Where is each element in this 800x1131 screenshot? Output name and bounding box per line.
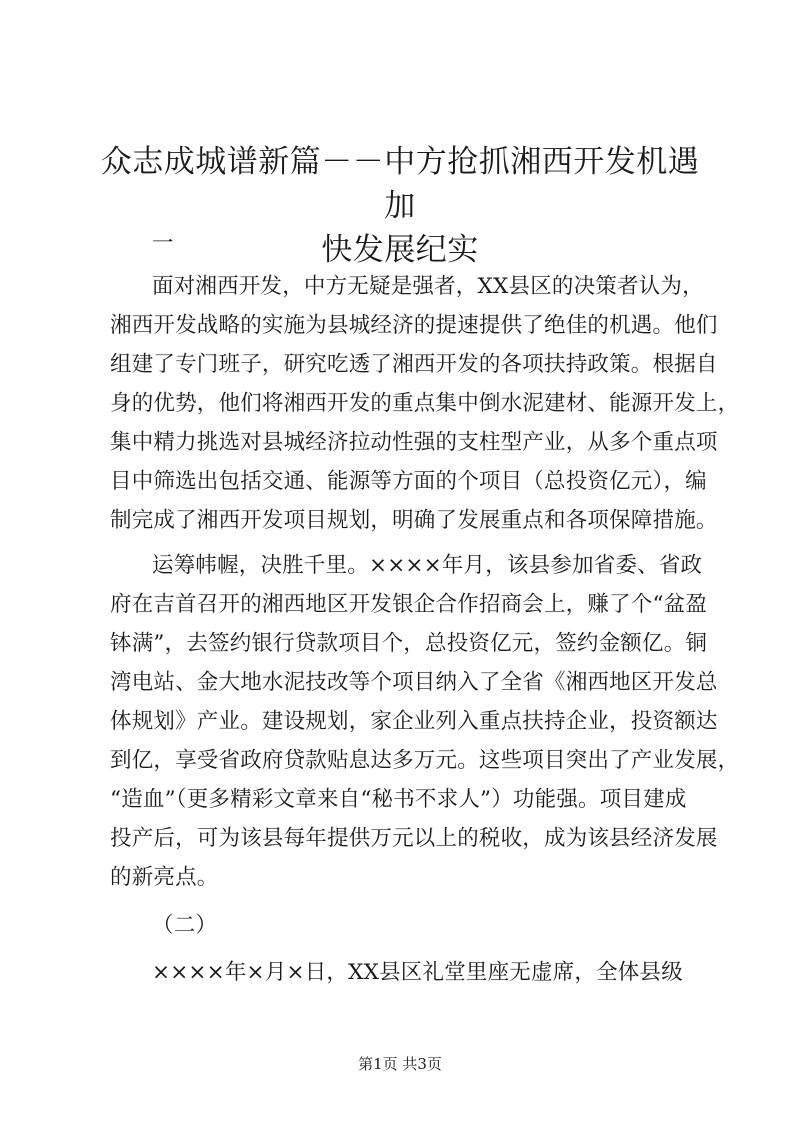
body-line: 运筹帏幄，决胜千里。××××年月，该县参加省委、省政 — [152, 553, 703, 578]
body-line: 身的优势，他们将湘西开发的重点集中倒水泥建材、能源开发上， — [110, 391, 740, 416]
body-line: 投产后，可为该县每年提供万元以上的税收，成为该县经济发展 — [110, 826, 718, 851]
body-line: 钵满”，去签约银行贷款项目个，总投资亿元，签约金额亿。铜 — [110, 631, 708, 656]
body-line: 的新亮点。 — [110, 865, 219, 890]
body-line: 组建了专门班子，研究吃透了湘西开发的各项扶持政策。根据自 — [110, 352, 718, 377]
body-line: 面对湘西开发，中方无疑是强者，XX县区的决策者认为， — [152, 274, 704, 299]
title-line-1: 众志成城谱新篇－－中方抢抓湘西开发机遇加 — [100, 144, 700, 224]
body-line: 目中筛选出包括交通、能源等方面的个项目（总投资亿元），编 — [110, 469, 707, 494]
body-line: 湘西开发战略的实施为县城经济的提速提供了绝佳的机遇。他们 — [110, 313, 718, 338]
body-line: 府在吉首召开的湘西地区开发银企合作招商会上，赚了个“盆盈 — [110, 592, 708, 617]
body-line: “造血”（更多精彩文章来自“秘书不求人”）功能强。项目建成 — [110, 787, 687, 812]
body-line: 到亿，享受省政府贷款贴息达多万元。这些项目突出了产业发展， — [110, 748, 740, 773]
title-line-2: 快发展纪实 — [321, 232, 479, 268]
section-marker: 一 — [152, 231, 174, 256]
body-line: 湾电站、金大地水泥技改等个项目纳入了全省《湘西地区开发总 — [110, 670, 718, 695]
body-line: ××××年×月×日，XX县区礼堂里座无虚席，全体县级 — [152, 960, 683, 985]
section-heading: （二） — [152, 913, 218, 938]
body-line: 制完成了湘西开发项目规划，明确了发展重点和各项保障措施。 — [110, 508, 718, 533]
body-line: 集中精力挑选对县城经济拉动性强的支柱型产业，从多个重点项 — [110, 430, 718, 455]
body-line: 体规划》产业。建设规划，家企业列入重点扶持企业，投资额达 — [110, 709, 718, 734]
page-number-footer: 第1页 共3页 — [358, 1055, 442, 1073]
